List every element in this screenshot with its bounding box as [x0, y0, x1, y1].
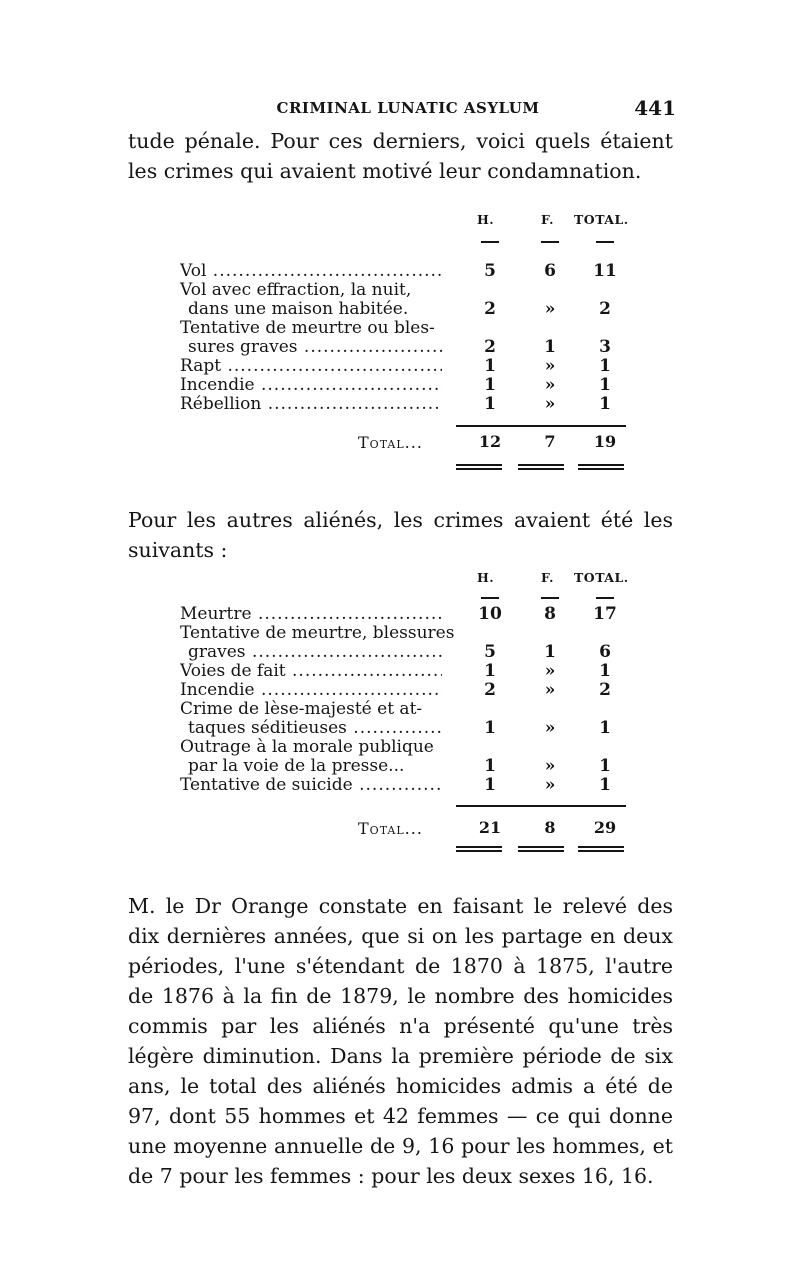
row-label: Incendie ..... — [180, 680, 442, 700]
table-row — [180, 375, 640, 395]
running-head — [128, 96, 688, 120]
cell-f: » — [544, 394, 556, 414]
table-row — [180, 623, 640, 643]
cell-total: 1 — [599, 775, 611, 795]
row-label: Rébellion ..... — [180, 394, 442, 414]
cell-total: 1 — [599, 718, 611, 738]
cell-f: 8 — [544, 604, 556, 624]
cell-h: 10 — [478, 604, 502, 624]
row-label: Tentative de meurtre, blessures — [180, 623, 455, 643]
table-row — [180, 299, 640, 319]
table-row — [180, 756, 640, 776]
row-label: Rapt ..... — [180, 356, 442, 376]
cell-f: » — [544, 756, 556, 776]
table-row — [180, 261, 640, 281]
total-label: Total... — [358, 433, 423, 452]
row-label: Vol ..... — [180, 261, 442, 281]
total-f: 8 — [544, 818, 556, 837]
table-row — [180, 604, 640, 624]
total-h: 12 — [478, 432, 502, 451]
row-label: Voies de fait ..... — [180, 661, 442, 681]
sum-rule — [456, 425, 626, 427]
header-dash — [596, 241, 614, 243]
row-label: Incendie ..... — [180, 375, 442, 395]
cell-total: 11 — [593, 261, 617, 281]
cell-h: 1 — [484, 718, 496, 738]
total-h: 21 — [478, 818, 502, 837]
table-row — [180, 356, 640, 376]
total-total: 29 — [593, 818, 617, 837]
cell-h: 1 — [484, 356, 496, 376]
table-row — [180, 318, 640, 338]
cell-f: » — [544, 299, 556, 319]
total-row — [180, 432, 640, 454]
cell-f: » — [544, 680, 556, 700]
row-label-continued: taques séditieuses ..... — [188, 718, 442, 738]
cell-total: 6 — [599, 642, 611, 662]
cell-total: 1 — [599, 375, 611, 395]
header-dash — [541, 241, 559, 243]
col-header-total: TOTAL. — [574, 570, 629, 585]
cell-h: 1 — [484, 756, 496, 776]
cell-h: 1 — [484, 375, 496, 395]
cell-total: 2 — [599, 680, 611, 700]
double-rule — [518, 846, 564, 852]
col-header-h: H. — [477, 570, 495, 585]
cell-h: 2 — [484, 337, 496, 357]
cell-total: 1 — [599, 394, 611, 414]
row-label-continued: dans une maison habitée. — [188, 299, 409, 319]
cell-total: 1 — [599, 356, 611, 376]
sum-rule — [456, 805, 626, 807]
table-row — [180, 680, 640, 700]
cell-f: 6 — [544, 261, 556, 281]
table-row — [180, 718, 640, 738]
cell-f: » — [544, 356, 556, 376]
cell-h: 2 — [484, 680, 496, 700]
total-label: Total... — [358, 819, 423, 838]
col-header-total: TOTAL. — [574, 212, 629, 227]
cell-total: 1 — [599, 661, 611, 681]
table-row — [180, 699, 640, 719]
cell-f: 1 — [544, 642, 556, 662]
row-label-continued: graves ..... — [188, 642, 442, 662]
cell-h: 1 — [484, 775, 496, 795]
double-rule — [456, 464, 502, 470]
table-row — [180, 642, 640, 662]
cell-total: 2 — [599, 299, 611, 319]
cell-h: 1 — [484, 661, 496, 681]
header-dash — [481, 241, 499, 243]
cell-f: 1 — [544, 337, 556, 357]
cell-h: 5 — [484, 261, 496, 281]
table-row — [180, 337, 640, 357]
cell-total: 3 — [599, 337, 611, 357]
table-row — [180, 737, 640, 757]
col-header-f: F. — [541, 570, 554, 585]
table-row — [180, 280, 640, 300]
row-label-continued: sures graves ..... — [188, 337, 442, 357]
double-rule — [456, 846, 502, 852]
col-header-f: F. — [541, 212, 554, 227]
table-row — [180, 661, 640, 681]
header-dash — [596, 597, 614, 599]
cell-f: » — [544, 718, 556, 738]
col-header-h: H. — [477, 212, 495, 227]
cell-h: 1 — [484, 394, 496, 414]
paragraph-transition: Pour les autres aliénés, les crimes avaient été les suivants : — [128, 508, 673, 562]
total-f: 7 — [544, 432, 556, 451]
running-title: CRIMINAL LUNATIC ASYLUM — [276, 99, 540, 117]
paragraph-intro: tude pénale. Pour ces derniers, voici quels étaient les crimes qui avaient motivé leur condamnation. — [128, 129, 673, 183]
paragraph-main: M. le Dr Orange constate en faisant le relevé des dix dernières années, que si on les partage en deux périodes, l'une s'étendant de 1870 à 1875, l'autre de 1876 à la fin de 1879, le nombre des homicides commis par les aliénés n'a présenté qu'une très légère diminution. Dans la première période de six ans, le total des aliénés homicides admis a été de 97, dont 55 hommes et 42 femmes — ce qui donne une moyenne annuelle de 9, 16 pour les hommes, et de 7 pour les femmes : pour les deux sexes 16, 16. — [128, 894, 673, 1188]
cell-total: 1 — [599, 756, 611, 776]
row-label-continued: par la voie de la presse... — [188, 756, 405, 776]
total-row — [180, 818, 640, 840]
row-label: Vol avec effraction, la nuit, — [180, 280, 412, 300]
cell-h: 5 — [484, 642, 496, 662]
cell-f: » — [544, 775, 556, 795]
row-label: Outrage à la morale publique — [180, 737, 434, 757]
total-total: 19 — [593, 432, 617, 451]
cell-h: 2 — [484, 299, 496, 319]
row-label: Meurtre ..... — [180, 604, 442, 624]
cell-f: » — [544, 661, 556, 681]
table-row — [180, 775, 640, 795]
header-dash — [481, 597, 499, 599]
double-rule — [518, 464, 564, 470]
cell-f: » — [544, 375, 556, 395]
cell-total: 17 — [593, 604, 617, 624]
row-label: Tentative de suicide ..... — [180, 775, 442, 795]
row-label: Crime de lèse-majesté et at- — [180, 699, 423, 719]
page-number: 441 — [634, 96, 676, 120]
row-label: Tentative de meurtre ou bles- — [180, 318, 435, 338]
header-dash — [541, 597, 559, 599]
double-rule — [578, 464, 624, 470]
table-row — [180, 394, 640, 414]
double-rule — [578, 846, 624, 852]
